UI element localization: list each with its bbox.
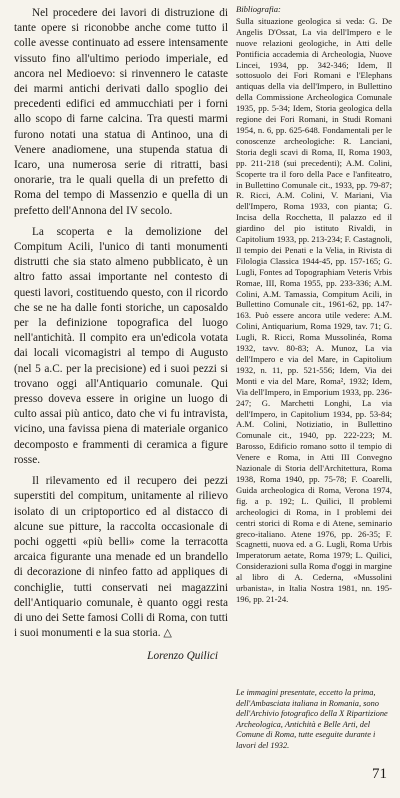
end-mark-triangle: △ [163,627,172,640]
bibliography-heading: Bibliografia: [236,4,281,14]
author-signature: Lorenzo Quilici [147,650,218,663]
paragraph-2: La scoperta e la demolizione del Compitum Acili, l'unico di tanti monumenti distrutti che sia stato almeno pubblicato, è un altro fatto assai importante nel contesto di questi lavori, costituendo questo, con il ricordo che se ne ha dalle fonti storiche, un caposaldo per la definizione topografica del luogo nell'antichità. Il compito era un'edicola votata dai locali vicomagistri al tempo di Augusto (nel 5 a.C. per la precisione) ed i suoi pezzi si trovano oggi all'Antiquario comunale. Qui presso doveva essere in origine un luogo di culto assai più antico, dato che vi fu intravista, vicino, una favissa piena di materiale organico decomposto e frammenti di ceramica a figure rosse. [14,225,228,466]
paragraph-3-text: Il rilevamento ed il recupero dei pezzi superstiti del compitum, unitamente al rilievo isolato di un criptoportico ed al distacco di alcune sue pitture, la raccolta occasionale di pochi oggetti «più belli» come la terracotta arcaica figurante una menade ed un brandello di decorazione di ninfeo fatto ad appliques di conchiglie, tutti conservati nei magazzini dell'Antiquario comunale, è quanto oggi resta di uno dei Sette famosi Colli di Roma, con tutti i suoi monumenti e la sua storia. [14,475,228,640]
bibliography-column [236,4,392,605]
photo-credits-caption: Le immagini presentate, eccetto la prima, dell'Ambasciata italiana in Romania, sono dell'Archivio fotografico della X Ripartizione Archeologica, Antichità e Belle Arti, del Comune di Roma, tutte eseguite durante i lavori del 1932. [236,688,388,750]
bibliography-text: Sulla situazione geologica si veda: G. De Angelis D'Ossat, La via dell'Impero e le nuove relazioni geologiche, in Atti delle Pontificia accademia di Archeologia, Nuove Lincei, 1934, pp. 342-346; Idem, Il sottosuolo dei Fori Romani e l'Elephans antiquas della via dell'Impero, in Bullettino della Commissione Archeologica Comunale 1935, pp. 5-34; Idem, Storia geologica della regione dei Fori Romani, in Studi Romani 1954, n. 6, pp. 625-648. Fondamentali per le conoscenze archeologiche: R. Lanciani, Storia degli scavi di Roma, II, Roma 1903, pp. 211-218 (sui precedenti); A.M. Colini, Scoperte tra il foro della Pace e l'anfiteatro, in Bullettino Comunale cit., 1933, pp. 79-87; R. Ricci, A.M. Colini, V. Mariani, Via dell'Impero, Roma 1933, con pianta; G. Incisa della Rocchetta, Il palazzo ed il giardino del pio istituto Rivaldi, in Capitolium 1933, pp. 213-234; F. Castagnoli, Il tempio dei Penati e la Velia, in Rivista di Filologia Classica 1944-45, pp. 157-165; G. Lugli, Fontes ad Topographiam Veteris Vrbis Romae, III, Roma 1955, pp. 233-336; A.M. Colini, A.M. Tamassia, Compitum Acili, in Bullettino Comunale cit., 1961-62, pp. 147-163. Può essere ancora utile vedere: A.M. Colini, Antiquarium, Roma 1929, tav. 71; G. Lugli, R. Ricci, Roma Mussolinéa, Roma 1932, tavv. 80-83; A. Munoz, La via dell'Impero e via del Mare, in Capitolium 1932, n. 11, pp. 521-556; Idem, Via dei Monti e via del Mare, Roma², 1932; Idem, Via dell'Impero, in Emporium 1933, pp. 236-247; G. Marchetti Longhi, La via dell'Impero, in Capitolium 1934, pp. 53-84; A.M. Colini, Notiziatio, in Bullettino Comunale cit., 1940, pp. 222-223; M. Barosso, Edificio romano sotto il tempio di Venere e Roma, in Atti III Convegno Nazionale di Storia dell'Architettura, Roma 1938, Roma 1940, pp. 75-78; F. Coarelli, Guida archeologica di Roma, Verona 1974, fig. a p. 192; L. Quilici, Il problemi archeologici di Roma, in I problemi dei centri storici di Roma e di Atene, seminario greco-italiano. Atene 1976, pp. 26-35; F. Scagnetti, nuova ed. a G. Lugli, Roma Urbis Imperatorum aetate, Roma 1979; L. Quilici, Considerazioni sulla Roma d'oggi in margine al libro di A. Cederna, «Mussolini urbanista», in Italia Nostra 1981, nn. 195-196, pp. 21-24. [236,15,392,604]
main-text-column [14,6,228,665]
paragraph-3 [14,474,228,641]
paragraph-1: Nel procedere dei lavori di distruzione di tante opere si riconobbe anche come tutto il colle avesse continuato ad essere intensamente vissuto fino all'ultimo periodo imperiale, ed ancora nel Medioevo: si rinvennero le cataste dei marmi antichi derivati dallo spoglio dei precedenti edifici ed ammucchiati per i forni allo scopo di farne calcina. Tra questi marmi furono notati una statua di Antinoo, una di Venere anadiomene, una stupenda statua di Icaro, una numerosa serie di ritratti, basi onorarie, tra le quali quella di un prefetto di Roma del tempo di Massenzio e quella di un prefetto dell'Annona del IV secolo. [14,7,228,217]
page-number: 71 [372,766,387,782]
